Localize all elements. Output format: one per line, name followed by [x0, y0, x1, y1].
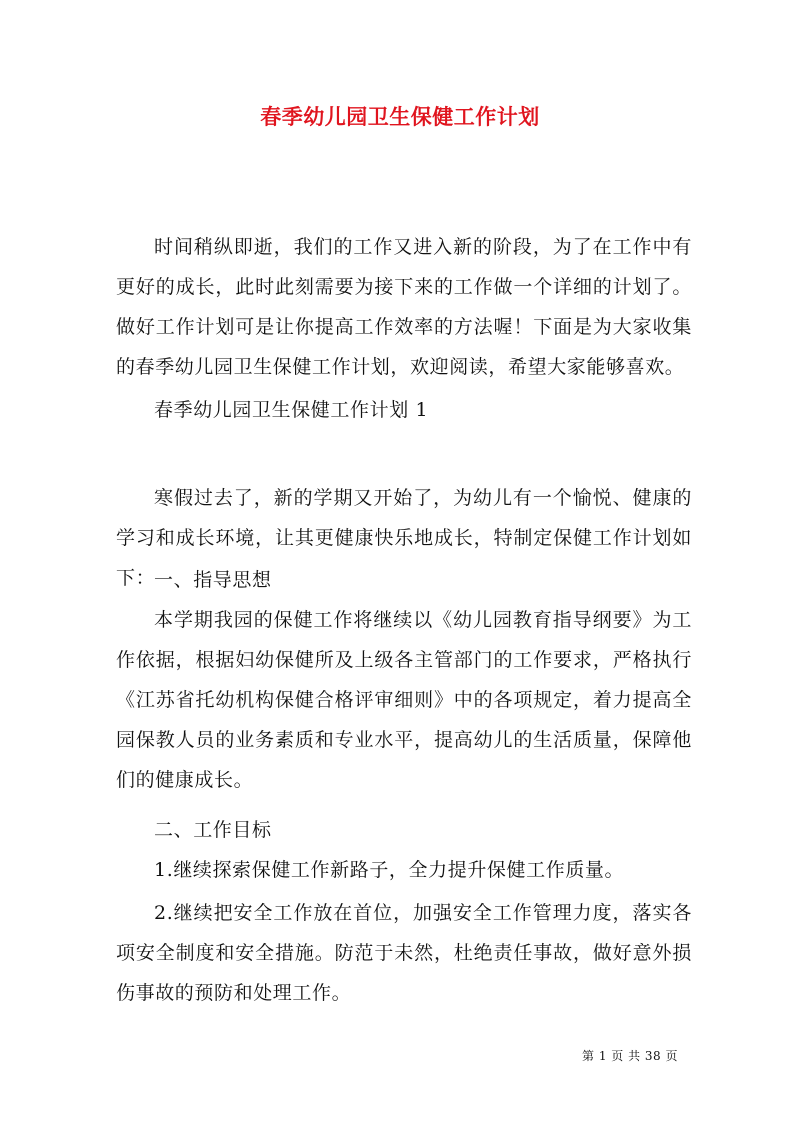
- winter-paragraph: 寒假过去了，新的学期又开始了，为幼儿有一个愉悦、健康的学习和成长环境，让其更健康快乐地成长，特制定保健工作计划如下：: [116, 487, 692, 589]
- goal-item-2: 2.继续把安全工作放在首位，加强安全工作管理力度，落实各项安全制度和安全措施。防范于未然，杜绝责任事故，做好意外损伤事故的预防和处理工作。: [116, 902, 692, 1004]
- guiding-paragraph: 本学期我园的保健工作将继续以《幼儿园教育指导纲要》为工作依据，根据妇幼保健所及上级各主管部门的工作要求，严格执行《江苏省托幼机构保健合格评审细则》中的各项规定，着力提高全园保教人员的业务素质和专业水平，提高幼儿的生活质量，保障他们的健康成长。: [116, 609, 692, 791]
- page-number-footer: 第 1 页 共 38 页: [582, 1049, 678, 1063]
- intro-paragraph: 时间稍纵即逝，我们的工作又进入新的阶段，为了在工作中有更好的成长，此时此刻需要为接下来的工作做一个详细的计划了。做好工作计划可是让你提高工作效率的方法喔！下面是为大家收集的春季幼儿园卫生保健工作计划，欢迎阅读，希望大家能够喜欢。: [116, 236, 692, 378]
- heading-guiding-ideology: 一、指导思想: [154, 569, 272, 591]
- plan-section-title: 春季幼儿园卫生保健工作计划 1: [154, 399, 429, 421]
- heading-work-goals: 二、工作目标: [154, 819, 272, 841]
- document-title: 春季幼儿园卫生保健工作计划: [260, 104, 540, 129]
- goal-item-1: 1.继续探索保健工作新路子，全力提升保健工作质量。: [154, 859, 625, 881]
